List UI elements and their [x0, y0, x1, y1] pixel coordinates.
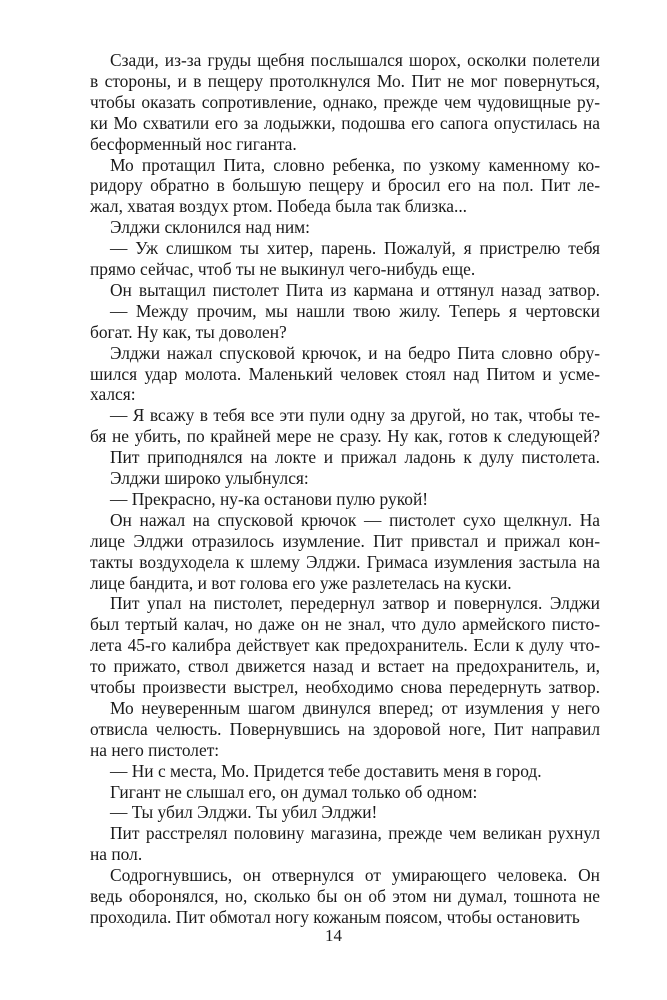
text-line: бесформенный нос гиганта. — [90, 133, 297, 154]
text-line: чтобы оказать сопротивление, однако, прежде чем чудовищные ру- — [90, 91, 600, 112]
text-line: Он нажал на спусковой крючок — пистолет сухо щелкнул. На — [110, 509, 600, 530]
text-line: — Прекрасно, ну-ка останови пулю рукой! — [110, 488, 429, 509]
text-line: проходила. Пит обмотал ногу кожаным поясом, чтобы остановить — [90, 906, 580, 927]
page-number: 14 — [325, 926, 342, 945]
text-line: Элджи широко улыбнулся: — [110, 468, 309, 488]
text-line: — Ты убил Элджи. Ты убил Элджи! — [110, 802, 378, 823]
text-line: — Между прочим, мы нашли твою жилу. Теперь я чертовски — [110, 300, 600, 321]
text-line: Он вытащил пистолет Пита из кармана и оттянул назад затвор. — [110, 279, 600, 300]
text-line: ридору обратно в большую пещеру и бросил его на пол. Пит ле- — [90, 175, 600, 196]
text-line: шился удар молота. Маленький человек стоял над Питом и усме- — [90, 363, 600, 384]
text-line: хался: — [90, 384, 136, 405]
text-line: чтобы произвести выстрел, необходимо снова передернуть затвор. — [90, 677, 600, 697]
text-line: в стороны, и в пещеру протолкнулся Мо. Пит не мог повернуться, — [90, 70, 600, 91]
text-line: — Я всажу в тебя все эти пули одну за другой, но так, чтобы те- — [110, 405, 600, 426]
text-line: лице бандита, и вот голова его уже разлетелась на куски. — [90, 572, 512, 593]
text-line: Пит расстрелял половину магазина, прежде чем великан рухнул — [110, 823, 600, 844]
text-line: — Уж слишком ты хитер, парень. Пожалуй, я пристрелю тебя — [110, 238, 600, 259]
text-line: ки Мо схватили его за лодыжки, подошва его сапога опустилась на — [90, 112, 600, 133]
text-line: богат. Ну как, ты доволен? — [90, 321, 287, 342]
text-line: жал, хватая воздух ртом. Победа была так близка... — [90, 196, 468, 217]
text-line: Сзади, из-за груды щебня послышался шорох, осколки полетели — [110, 50, 600, 70]
text-line: отвисла челюсть. Повернувшись на здоровой ноге, Пит направил — [90, 718, 600, 739]
text-line: Пит упал на пистолет, передернул затвор и повернулся. Элджи — [110, 593, 600, 614]
text-line: Пит приподнялся на локте и прижал ладонь к дулу пистолета. — [110, 447, 600, 468]
text-line: лице Элджи отразилось изумление. Пит привстал и прижал кон- — [90, 530, 600, 551]
text-line: — Ни с места, Мо. Придется тебе доставить меня в город. — [110, 760, 542, 781]
text-line: на него пистолет: — [90, 739, 220, 760]
text-line: прямо сейчас, чтоб ты не выкинул чего-нибудь еще. — [90, 259, 476, 279]
text-line: Элджи нажал спусковой крючок, и на бедро Пита словно обру- — [110, 342, 600, 363]
text-line: бя не убить, по крайней мере не сразу. Ну как, готов к следующей? — [90, 426, 600, 447]
text-line: Гигант не слышал его, он думал только об одном: — [110, 781, 478, 802]
text-line: на пол. — [90, 844, 143, 865]
text-line: был тертый калач, но даже он не знал, что дуло армейского писто- — [90, 614, 600, 635]
text-line: Элджи склонился над ним: — [110, 217, 311, 238]
text-line: Мо неуверенным шагом двинулся вперед; от изумления у него — [110, 697, 600, 718]
text-line: Мо протащил Пита, словно ребенка, по узкому каменному ко- — [110, 154, 600, 175]
text-line: ведь оборонялся, но, сколько бы он об этом ни думал, тошнота не — [90, 886, 600, 906]
text-line: лета 45-го калибра действует как предохранитель. Если к дулу что- — [90, 635, 600, 656]
text-line: Содрогнувшись, он отвернулся от умирающего человека. Он — [110, 865, 600, 886]
text-line: такты воздуходела к шлему Элджи. Гримаса изумления застыла на — [90, 551, 600, 572]
text-line: то прижато, ствол движется назад и встает на предохранитель, и, — [90, 656, 600, 677]
